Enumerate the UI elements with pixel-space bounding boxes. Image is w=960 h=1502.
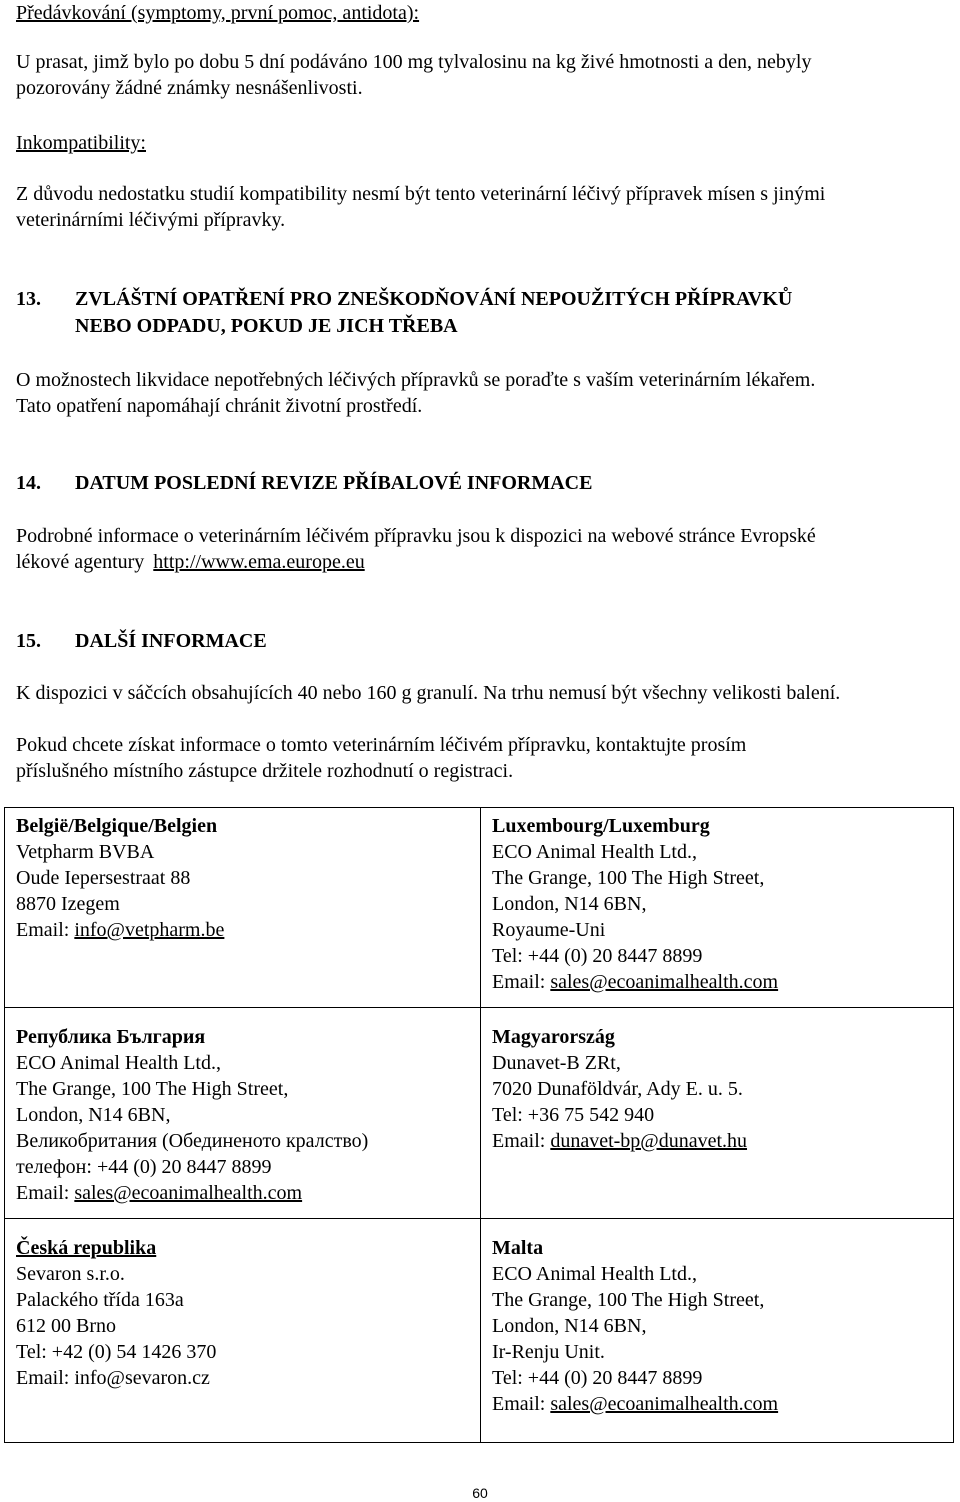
section-14-heading: [16, 470, 592, 496]
email-label: Email:: [492, 971, 551, 993]
contact-line: The Grange, 100 The High Street,: [16, 1078, 289, 1100]
contact-country: België/Belgique/Belgien: [16, 815, 218, 837]
section-14-text-line2: [16, 549, 365, 575]
contact-cell-bulgaria: [16, 1024, 368, 1206]
section-13-title-line1: ZVLÁŠTNÍ OPATŘENÍ PRO ZNEŠKODŇOVÁNÍ NEPOUŽITÝCH PŘÍPRAVKŮ: [75, 288, 793, 310]
email-link[interactable]: sales@ecoanimalhealth.com: [74, 1182, 303, 1204]
contact-line: Royaume-Uni: [492, 919, 606, 941]
contact-line: Великобритания (Обединеното кралство): [16, 1130, 369, 1152]
email-link[interactable]: sales@ecoanimalhealth.com: [550, 971, 779, 993]
contact-line: Tel: +36 75 542 940: [492, 1104, 655, 1126]
contact-cell-luxembourg: [492, 813, 778, 995]
page-number: 60: [472, 1485, 488, 1501]
contact-line: Palackého třída 163a: [16, 1289, 184, 1311]
contact-country: Република България: [16, 1026, 206, 1048]
contact-email-row: [492, 1391, 778, 1417]
section-15-text2-line1: Pokud chcete získat informace o tomto veterinárním léčivém přípravku, kontaktujte prosím: [16, 734, 747, 756]
incompatibility-heading: Inkompatibility:: [16, 132, 146, 154]
contact-line: The Grange, 100 The High Street,: [492, 867, 765, 889]
incompatibility-text-line2: veterinárními léčivými přípravky.: [16, 209, 286, 231]
contact-email-row: [16, 917, 224, 943]
section-15-text1: K dispozici v sáčcích obsahujících 40 nebo 160 g granulí. Na trhu nemusí být všechny velikosti balení.: [16, 682, 841, 704]
section-15-text2-line2: příslušného místního zástupce držitele rozhodnutí o registraci.: [16, 760, 514, 782]
email-link[interactable]: info@vetpharm.be: [74, 919, 225, 941]
contact-line: Vetpharm BVBA: [16, 841, 155, 863]
overdose-text-line1: U prasat, jimž bylo po dobu 5 dní podáváno 100 mg tylvalosinu na kg živé hmotnosti a den, nebyly: [16, 51, 812, 73]
email-label: Email:: [16, 919, 75, 941]
section-14-number: 14.: [16, 472, 41, 494]
contact-line: London, N14 6BN,: [492, 1315, 647, 1337]
contact-cell-czech-republic: [16, 1235, 216, 1391]
contact-country: Česká republika: [16, 1237, 157, 1259]
contact-cell-hungary: [492, 1024, 747, 1154]
contact-line: Oude Iepersestraat 88: [16, 867, 191, 889]
contact-line: The Grange, 100 The High Street,: [492, 1289, 765, 1311]
overdose-heading: Předávkování (symptomy, první pomoc, antidota):: [16, 2, 420, 24]
contact-email-row: [16, 1180, 368, 1206]
table-divider-vertical: [480, 808, 481, 1442]
contact-line: Tel: +44 (0) 20 8447 8899: [492, 945, 703, 967]
contact-country: Malta: [492, 1237, 544, 1259]
section-15-number: 15.: [16, 630, 41, 652]
contact-line: Dunavet-B ZRt,: [492, 1052, 621, 1074]
overdose-text-line2: pozorovány žádné známky nesnášenlivosti.: [16, 77, 363, 99]
contact-country: Luxembourg/Luxemburg: [492, 815, 710, 837]
contact-line: Tel: +42 (0) 54 1426 370: [16, 1341, 217, 1363]
contact-email-row: [492, 969, 778, 995]
contact-line: 612 00 Brno: [16, 1315, 116, 1337]
contact-line: 8870 Izegem: [16, 893, 120, 915]
email-label: Email:: [16, 1182, 75, 1204]
section-13-title-line2: NEBO ODPADU, POKUD JE JICH TŘEBA: [75, 315, 458, 337]
section-13-text-line2: Tato opatření napomáhají chránit životní prostředí.: [16, 395, 423, 417]
email-label: Email:: [492, 1130, 551, 1152]
contact-line: 7020 Dunaföldvár, Ady E. u. 5.: [492, 1078, 743, 1100]
contact-line: Email: info@sevaron.cz: [16, 1367, 210, 1389]
contact-country: Magyarország: [492, 1026, 615, 1048]
table-divider-row2: [5, 1218, 953, 1219]
contact-line: Ir-Renju Unit.: [492, 1341, 605, 1363]
email-label: Email:: [492, 1393, 551, 1415]
contact-cell-malta: [492, 1235, 778, 1417]
section-14-text-line1: Podrobné informace o veterinárním léčivém přípravku jsou k dispozici na webové stránce Evropské: [16, 525, 816, 547]
section-13-heading: [16, 286, 792, 312]
contact-line: Sevaron s.r.o.: [16, 1263, 125, 1285]
ema-website-link[interactable]: http://www.ema.europe.eu: [153, 551, 365, 573]
contact-line: ECO Animal Health Ltd.,: [16, 1052, 221, 1074]
section-13-text-line1: O možnostech likvidace nepotřebných léčivých přípravků se poraďte s vaším veterinárním lékařem.: [16, 369, 816, 391]
contact-line: London, N14 6BN,: [492, 893, 647, 915]
section-13-number: 13.: [16, 288, 41, 310]
contact-line: ECO Animal Health Ltd.,: [492, 841, 697, 863]
contact-email-row: [492, 1128, 747, 1154]
email-link[interactable]: sales@ecoanimalhealth.com: [550, 1393, 779, 1415]
section-14-title: DATUM POSLEDNÍ REVIZE PŘÍBALOVÉ INFORMACE: [75, 472, 593, 494]
contact-cell-belgium: [16, 813, 224, 943]
table-divider-row1: [5, 1007, 953, 1008]
section-14-text-prefix: lékové agentury: [16, 551, 145, 573]
contact-line: ECO Animal Health Ltd.,: [492, 1263, 697, 1285]
section-15-title: DALŠÍ INFORMACE: [75, 630, 267, 652]
section-15-heading: [16, 628, 267, 654]
contact-line: Tel: +44 (0) 20 8447 8899: [492, 1367, 703, 1389]
contact-line: телефон: +44 (0) 20 8447 8899: [16, 1156, 272, 1178]
email-link[interactable]: dunavet-bp@dunavet.hu: [550, 1130, 748, 1152]
incompatibility-text-line1: Z důvodu nedostatku studií kompatibility nesmí být tento veterinární léčivý přípravek mísen s jinými: [16, 183, 826, 205]
contacts-table: [4, 807, 954, 1443]
contact-line: London, N14 6BN,: [16, 1104, 171, 1126]
